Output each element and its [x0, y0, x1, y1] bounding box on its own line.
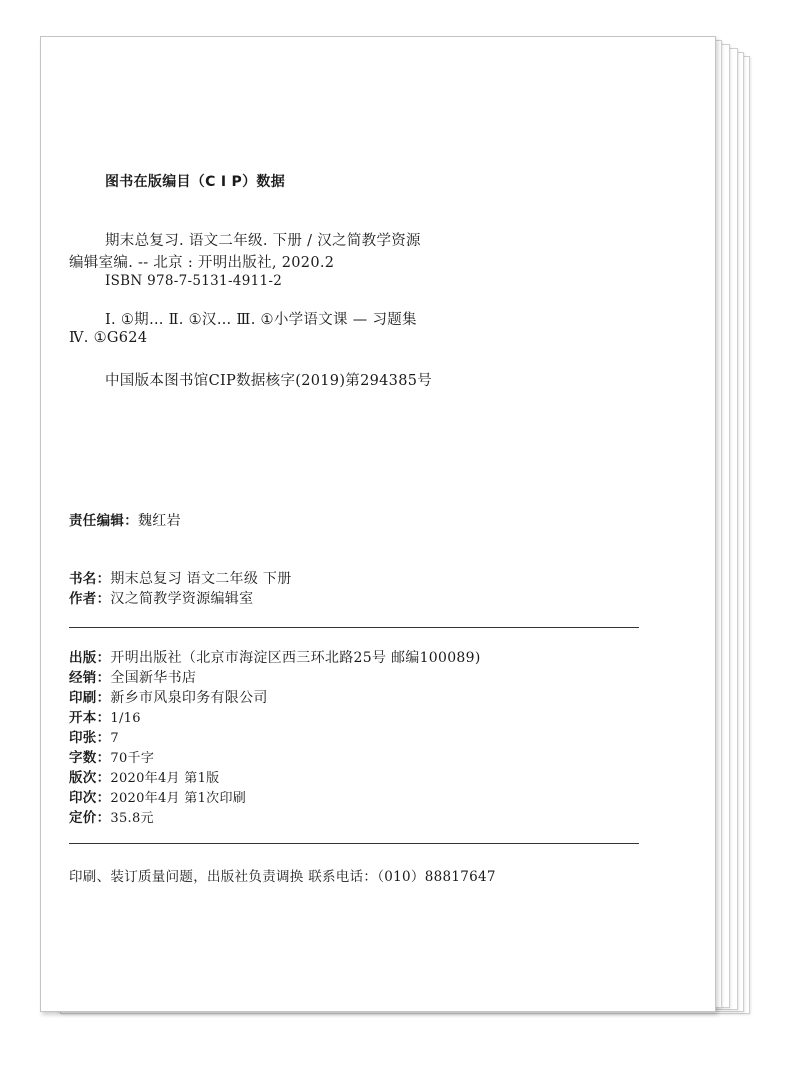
- distributor-value: 全国新华书店: [110, 670, 197, 686]
- format-label: 开本：: [69, 710, 111, 726]
- book-author-label: 作者：: [69, 591, 111, 607]
- editor-value: 魏红岩: [138, 513, 181, 529]
- publisher-value: 开明出版社（北京市海淀区西三环北路25号 邮编100089): [110, 650, 481, 666]
- wordcount-value: 70千字: [110, 751, 155, 766]
- format-value: 1/16: [110, 711, 141, 726]
- printer-value: 新乡市风泉印务有限公司: [110, 690, 268, 706]
- publishing-row-format: [69, 706, 141, 726]
- quality-notice: 印刷、装订质量问题，出版社负责调换 联系电话：（010）88817647: [69, 869, 496, 885]
- distributor-label: 经销：: [69, 670, 111, 686]
- divider-bottom: [69, 843, 639, 844]
- editor-label: 责任编辑：: [69, 513, 138, 529]
- edition-value: 2020年4月 第1版: [110, 771, 220, 786]
- book-author-value: 汉之简教学资源编辑室: [110, 591, 254, 607]
- book-title-value: 期末总复习 语文二年级 下册: [110, 571, 292, 587]
- book-title-label: 书名：: [69, 571, 111, 587]
- price-value: 35.8元: [110, 811, 154, 826]
- publishing-row-price: [69, 806, 154, 826]
- publishing-row-sheets: [69, 726, 119, 746]
- cip-isbn: ISBN 978-7-5131-4911-2: [105, 273, 283, 289]
- sheets-label: 印张：: [69, 730, 111, 746]
- printing-value: 2020年4月 第1次印刷: [110, 791, 247, 806]
- publishing-row-printing: [69, 786, 246, 806]
- divider-top: [69, 627, 639, 628]
- sheets-value: 7: [110, 731, 119, 746]
- price-label: 定价：: [69, 810, 111, 826]
- cip-classification-line2: Ⅳ. ①G624: [69, 330, 148, 346]
- cip-heading: 图书在版编目（C I P）数据: [105, 174, 285, 190]
- printer-label: 印刷：: [69, 690, 111, 706]
- publishing-row-printer: [69, 686, 268, 707]
- book-title-row: [69, 567, 292, 588]
- publishing-row-publisher: [69, 646, 481, 667]
- cip-classification-line1: Ⅰ. ①期… Ⅱ. ①汉… Ⅲ. ①小学语文课 — 习题集: [105, 312, 417, 328]
- publishing-row-edition: [69, 766, 219, 786]
- book-author-row: [69, 587, 253, 608]
- publishing-row-distributor: [69, 666, 196, 687]
- publishing-row-wordcount: [69, 746, 154, 766]
- responsible-editor: [69, 509, 181, 530]
- cip-number: 中国版本图书馆CIP数据核字(2019)第294385号: [105, 373, 433, 389]
- edition-label: 版次：: [69, 770, 111, 786]
- printing-label: 印次：: [69, 790, 111, 806]
- wordcount-label: 字数：: [69, 750, 111, 766]
- copyright-page: [40, 36, 716, 1012]
- publisher-label: 出版：: [69, 650, 111, 666]
- cip-entry-line1: 期末总复习. 语文二年级. 下册 / 汉之简教学资源: [105, 233, 421, 249]
- cip-entry-line2: 编辑室编. -- 北京 : 开明出版社, 2020.2: [69, 255, 335, 271]
